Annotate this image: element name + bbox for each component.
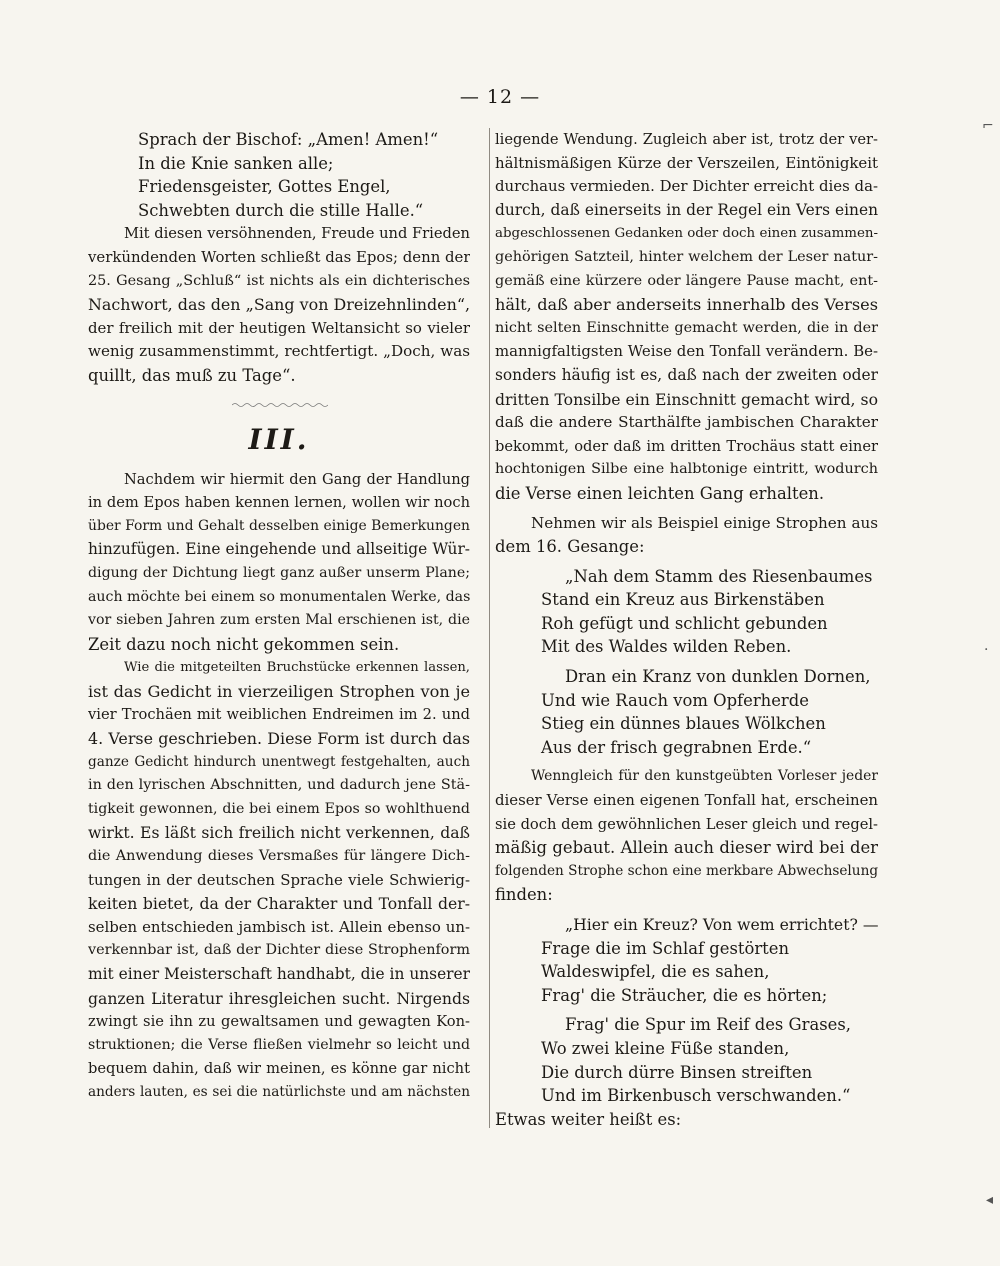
paragraph xyxy=(495,765,878,907)
text-line: durchaus vermieden. Der Dichter erreicht dies da- xyxy=(495,177,878,196)
text-line: liegende Wendung. Zugleich aber ist, trotz der ver- xyxy=(495,131,878,148)
text-line: dritten Tonsilbe ein Einschnitt gemacht wird, so xyxy=(495,389,878,409)
text-line: 4. Verse geschrieben. Diese Form ist durch das xyxy=(88,729,470,749)
text-line: über Form und Gehalt desselben einige Bemerkungen xyxy=(88,517,470,534)
text-line: durch, daß einerseits in der Regel ein Vers einen xyxy=(495,200,878,219)
text-line: Mit diesen versöhnenden, Freude und Frieden xyxy=(124,225,470,243)
verse-line: Schwebten durch die stille Halle.“ xyxy=(138,200,424,220)
poem-quote xyxy=(495,913,878,1108)
text-line: mit einer Meisterschaft handhabt, die in unserer xyxy=(88,965,470,983)
text-line: wenig zusammenstimmt, rechtfertigt. „Doch, was xyxy=(88,342,470,361)
text-line: in den lyrischen Abschnitten, und dadurch jene Stä- xyxy=(88,777,470,794)
paragraph xyxy=(88,468,470,657)
text-line: in dem Epos haben kennen lernen, wollen wir noch xyxy=(88,494,470,512)
text-line: daß die andere Starthälfte jambischen Charakter xyxy=(495,413,878,432)
text-line: mäßig gebaut. Allein auch dieser wird bei der xyxy=(495,838,878,858)
text-line: verkennbar ist, daß der Dichter diese Strophenform xyxy=(88,942,470,959)
text-line: Etwas weiter heißt es: xyxy=(495,1109,682,1129)
verse-line: In die Knie sanken alle; xyxy=(138,153,334,173)
text-line: dem 16. Gesange: xyxy=(495,537,645,557)
verse-line: Stand ein Kreuz aus Birkenstäben xyxy=(541,590,825,610)
text-line: abgeschlossenen Gedanken oder doch einen zusammen- xyxy=(495,226,878,242)
page-number: — 12 — xyxy=(459,86,541,108)
verse-line: „Nah dem Stamm des Riesenbaumes xyxy=(565,566,873,586)
paragraph xyxy=(88,656,470,1104)
text-line: hält, daß aber anderseits innerhalb des Verses xyxy=(495,295,878,315)
text-line: Nachdem wir hiermit den Gang der Handlung xyxy=(124,470,470,488)
text-line: selben entschieden jambisch ist. Allein ebenso un- xyxy=(88,917,470,936)
text-line: dieser Verse einen eigenen Tonfall hat, erscheinen xyxy=(495,791,878,810)
verse-line: Roh gefügt und schlicht gebunden xyxy=(541,613,828,633)
section-separator xyxy=(232,402,328,408)
text-line: ganzen Literatur ihresgleichen sucht. Nirgends xyxy=(88,988,470,1008)
text-line: zwingt sie ihn zu gewaltsamen und gewagten Kon- xyxy=(88,1013,470,1031)
text-line: 25. Gesang „Schluß“ ist nichts als ein dichterisches xyxy=(88,272,470,289)
text-line: sie doch dem gewöhnlichen Leser gleich und regel- xyxy=(495,815,878,833)
text-line: digung der Dichtung liegt ganz außer unserm Plane; xyxy=(88,564,470,581)
right-column xyxy=(495,128,878,1131)
text-line: gemäß eine kürzere oder längere Pause macht, ent- xyxy=(495,272,878,289)
text-line: ist das Gedicht in vierzeiligen Strophen von je xyxy=(88,681,470,701)
text-line: die Anwendung dieses Versmaßes für längere Dich- xyxy=(88,848,470,865)
text-line: hochtonigen Silbe eine halbtonige eintritt, wodurch xyxy=(495,461,878,478)
left-column xyxy=(88,128,470,1105)
verse-line: Die durch dürre Binsen streiften xyxy=(541,1062,813,1082)
text-line: bequem dahin, daß wir meinen, es könne gar nicht xyxy=(88,1060,470,1078)
text-line: anders lauten, es sei die natürlichste und am nächsten xyxy=(88,1083,470,1100)
text-line: die Verse einen leichten Gang erhalten. xyxy=(495,483,825,503)
text-line: Nehmen wir als Beispiel einige Strophen aus xyxy=(531,513,878,532)
paragraph xyxy=(495,512,878,559)
verse-line: Frage die im Schlaf gestörten xyxy=(541,938,790,958)
verse-line: Wo zwei kleine Füße standen, xyxy=(541,1038,790,1058)
text-line: Wenngleich für den kunstgeübten Vorleser jeder xyxy=(531,768,878,785)
verse-line: Waldeswipfel, die es sahen, xyxy=(541,962,770,982)
text-line: der freilich mit der heutigen Weltansicht so vieler xyxy=(88,318,470,337)
text-line: mannigfaltigsten Weise den Tonfall verändern. Be- xyxy=(495,342,878,361)
text-line: Zeit dazu noch nicht gekommen sein. xyxy=(88,634,400,654)
text-line: tigkeit gewonnen, die bei einem Epos so wohlthuend xyxy=(88,800,470,817)
text-line: ganze Gedicht hindurch unentwegt festgehalten, auch xyxy=(88,753,470,770)
verse-line: Frag' die Sträucher, die es hörten; xyxy=(541,985,828,1005)
text-line: sonders häufig ist es, daß nach der zweiten oder xyxy=(495,365,878,384)
text-line: nicht selten Einschnitte gemacht werden, die in der xyxy=(495,319,878,336)
verse-line: Stieg ein dünnes blaues Wölkchen xyxy=(541,714,826,734)
paragraph xyxy=(88,222,470,387)
text-line: tungen in der deutschen Sprache viele Schwierig- xyxy=(88,870,470,889)
text-line: wirkt. Es läßt sich freilich nicht verkennen, daß xyxy=(88,823,470,843)
text-line: Wie die mitgeteilten Bruchstücke erkennen lassen, xyxy=(124,660,470,676)
text-line: Nachwort, das den „Sang von Dreizehnlinden“, xyxy=(88,295,470,315)
verse-line: „Hier ein Kreuz? Von wem errichtet? — xyxy=(565,915,878,934)
text-line: auch möchte bei einem so monumentalen Werke, das xyxy=(88,588,470,605)
verse-line: Aus der frisch gegrabnen Erde.“ xyxy=(541,737,812,757)
text-line: gehörigen Satzteil, hinter welchem der Leser natur- xyxy=(495,248,878,265)
verse-line: Mit des Waldes wilden Reben. xyxy=(541,637,792,657)
text-line: quillt, das muß zu Tage“. xyxy=(88,365,296,385)
edge-mark-icon: ◂ xyxy=(986,1192,994,1208)
text-line: finden: xyxy=(495,885,553,905)
verse-line: Frag' die Spur im Reif des Grases, xyxy=(565,1015,851,1035)
verse-line: Dran ein Kranz von dunklen Dornen, xyxy=(565,667,871,687)
verse-line: Und wie Rauch vom Opferherde xyxy=(541,690,809,710)
text-line: hinzufügen. Eine eingehende und allseitige Wür- xyxy=(88,540,470,559)
edge-mark-icon: ⌐ xyxy=(982,118,994,134)
text-line: verkündenden Worten schließt das Epos; denn der xyxy=(88,247,470,266)
text-line: bekommt, oder daß im dritten Trochäus statt einer xyxy=(495,437,878,455)
text-line: hältnismäßigen Kürze der Verszeilen, Eintönigkeit xyxy=(495,153,878,172)
closing-verse xyxy=(88,128,470,222)
column-divider xyxy=(489,128,490,1128)
edge-mark-icon: · xyxy=(984,642,989,658)
section-heading: III. xyxy=(248,422,310,456)
text-line: folgenden Strophe schon eine merkbare Abwechselung xyxy=(495,862,878,879)
poem-quote xyxy=(495,565,878,760)
text-line: vier Trochäen mit weiblichen Endreimen im 2. und xyxy=(88,706,470,724)
verse-line: Friedensgeister, Gottes Engel, xyxy=(138,177,391,197)
text-line: vor sieben Jahren zum ersten Mal erschienen ist, die xyxy=(88,612,470,629)
text-line: keiten bietet, da der Charakter und Tonfall der- xyxy=(88,894,470,914)
verse-line: Sprach der Bischof: „Amen! Amen!“ xyxy=(138,130,439,149)
text-line: struktionen; die Verse fließen vielmehr so leicht und xyxy=(88,1036,470,1053)
paragraph xyxy=(495,128,878,506)
verse-line: Und im Birkenbusch verschwanden.“ xyxy=(541,1086,851,1106)
